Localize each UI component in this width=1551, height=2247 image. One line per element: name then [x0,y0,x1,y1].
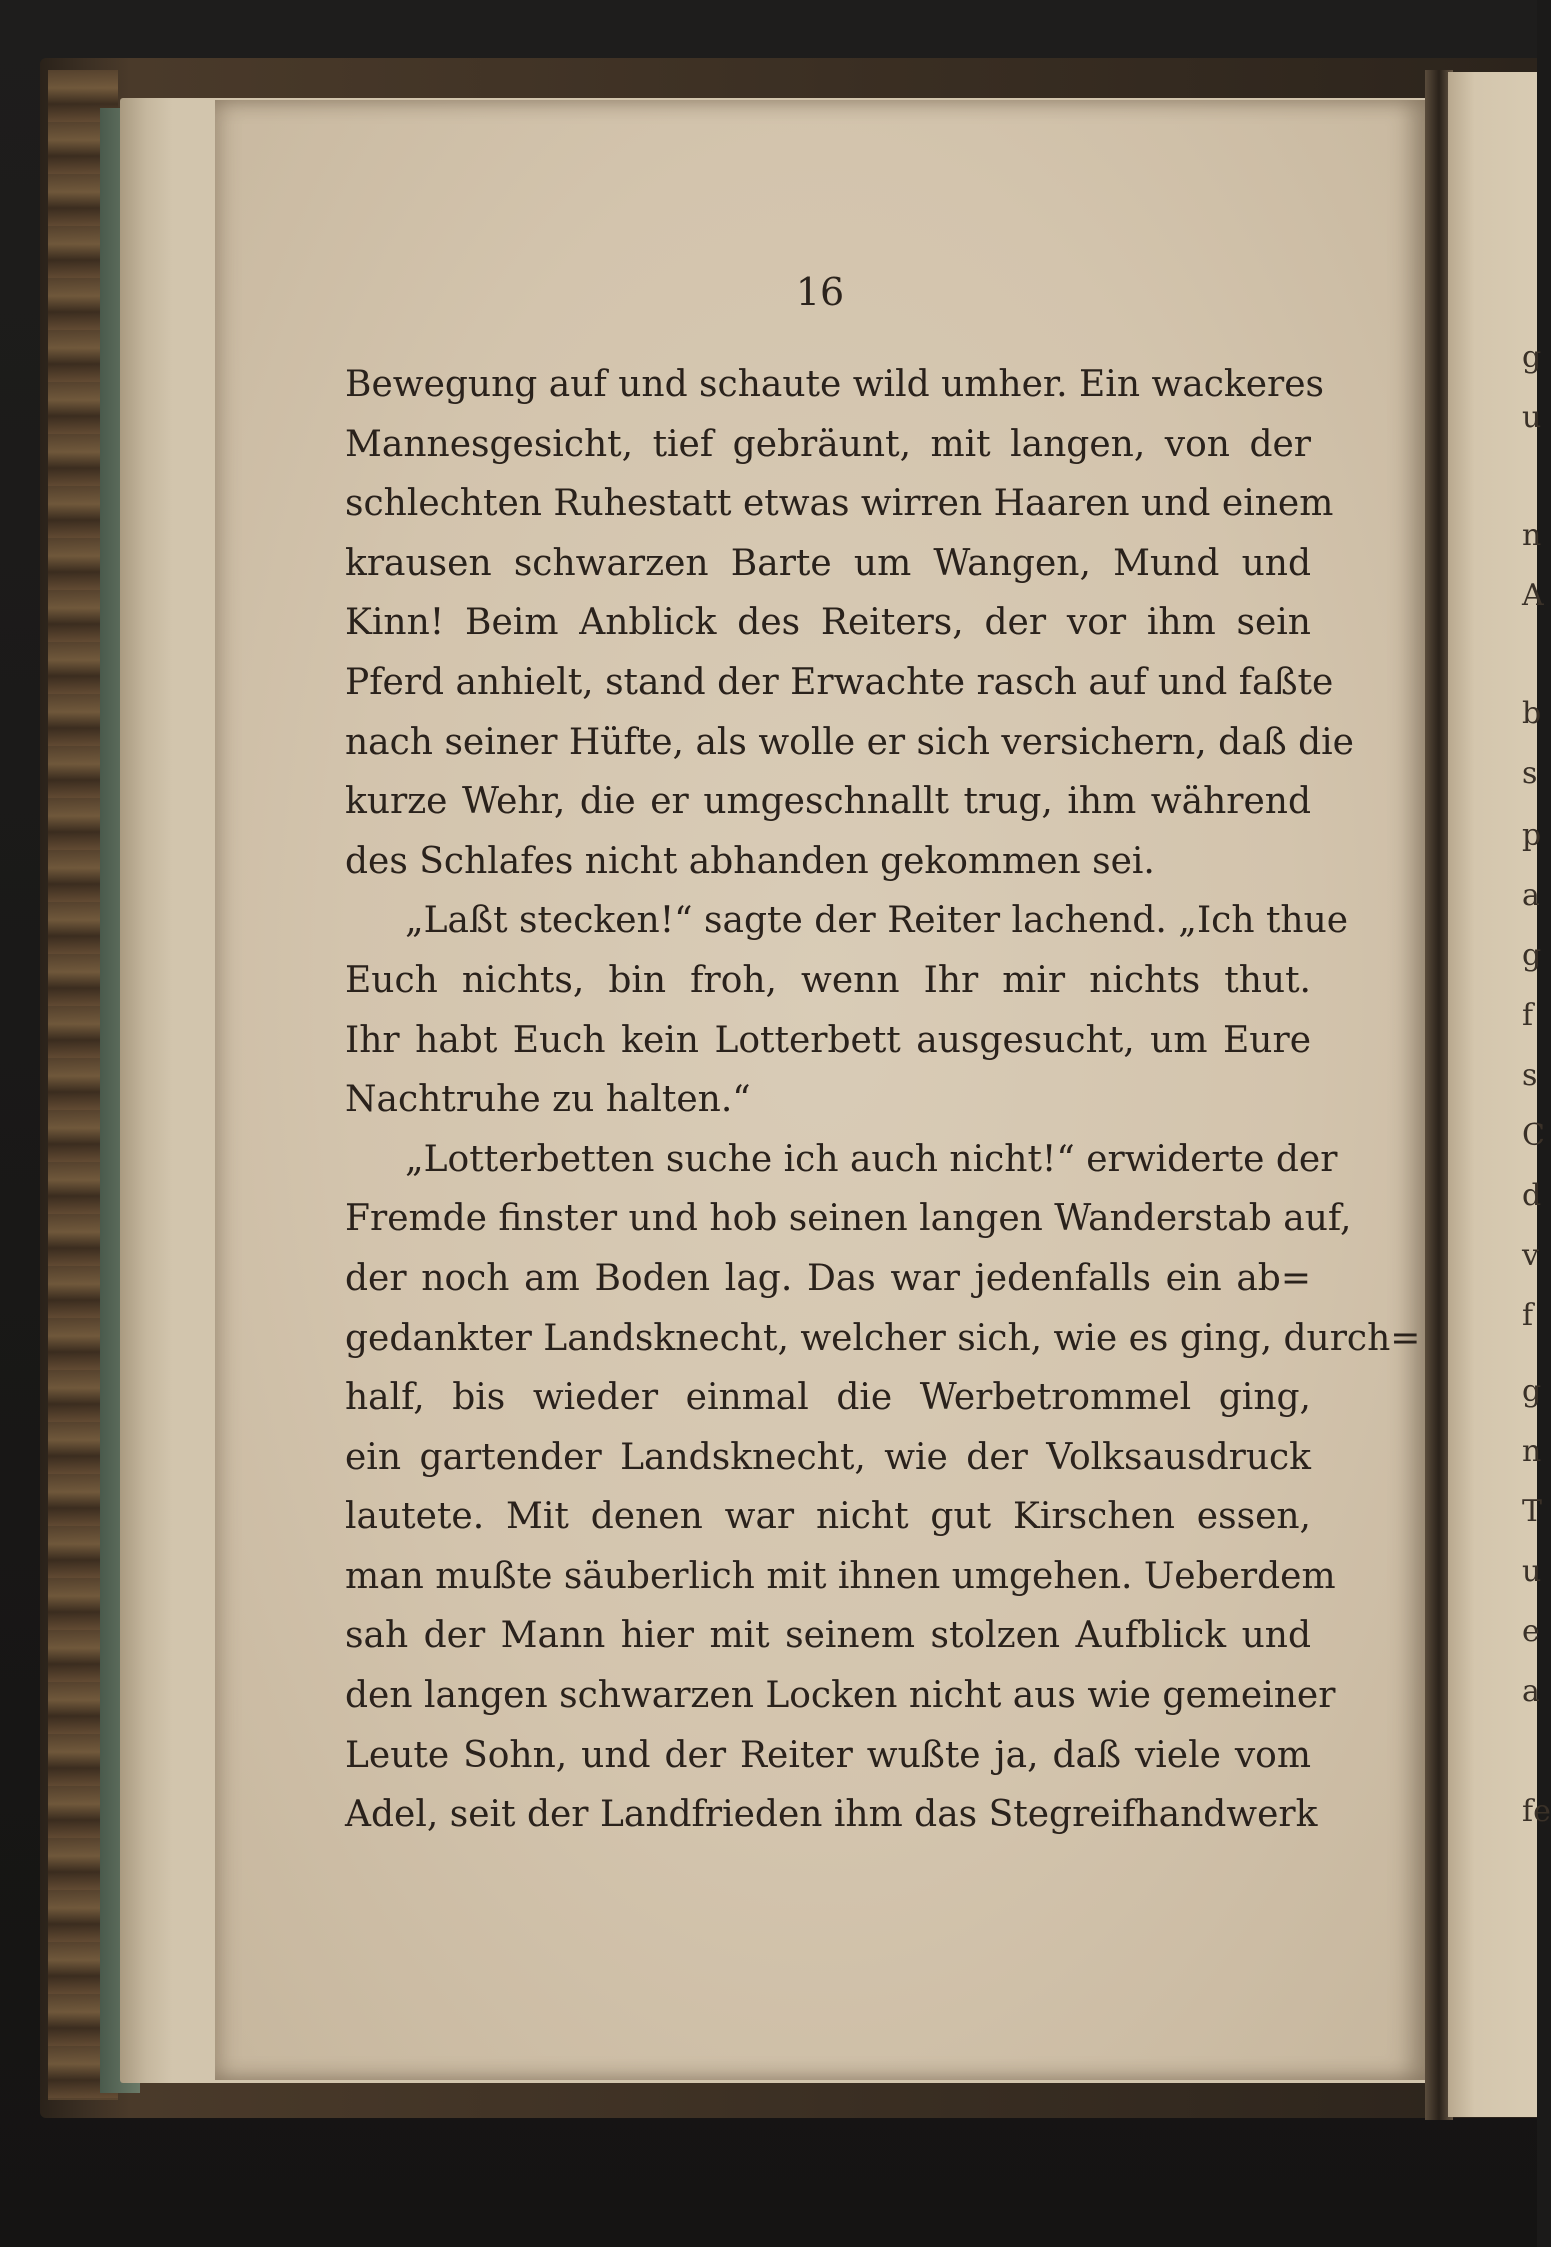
facing-page-glyph: d [1522,1178,1542,1213]
text-line: half, bis wieder einmal die Werbetrommel ging, [345,1377,1311,1419]
facing-page-glyph: g [1522,1374,1542,1409]
page-text [345,355,1421,1845]
text-line: der noch am Boden lag. Das war jedenfalls ein ab= [345,1257,1311,1299]
text-line: Bewegung auf und schaute wild umher. Ein wackeres [345,364,1324,405]
text-line: Ihr habt Euch kein Lotterbett ausgesucht, um Eure [345,1019,1311,1061]
text-line: Leute Sohn, und der Reiter wußte ja, daß viele vom [345,1734,1311,1776]
facing-page-glyph: n [1522,1434,1542,1469]
facing-page-glyph: a [1522,1674,1540,1709]
facing-page-glyph: v [1522,1238,1539,1273]
text-line: kurze Wehr, die er umgeschnallt trug, ihm während [345,781,1311,823]
text-line: Mannesgesicht, tief gebräunt, mit langen, von der [345,423,1311,465]
text-line: lautete. Mit denen war nicht gut Kirschen essen, [345,1496,1311,1538]
page-number: 16 [795,270,845,314]
text-line: Adel, seit der Landfrieden ihm das Stegreifhandwerk [345,1794,1318,1836]
facing-page-glyph: s [1522,1058,1538,1093]
facing-page-glyph: fe [1522,1794,1551,1829]
text-line: ein gartender Landsknecht, wie der Volksausdruck [345,1436,1311,1478]
facing-page-glyph: C [1522,1118,1545,1153]
text-line: sah der Mann hier mit seinem stolzen Aufblick und [345,1615,1311,1657]
facing-page-glyph: u [1522,1554,1542,1589]
facing-page-glyph: p [1522,818,1542,853]
text-line: den langen schwarzen Locken nicht aus wie gemeiner [345,1675,1336,1717]
text-line: Euch nichts, bin froh, wenn Ihr mir nichts thut. [345,959,1311,1001]
facing-page-glyph: g [1522,938,1542,973]
text-line: Kinn! Beim Anblick des Reiters, der vor ihm sein [345,602,1311,644]
facing-page-glyph: f [1522,998,1534,1033]
facing-page-glyph: f [1522,1298,1534,1333]
text-line: „Laßt stecken!“ sagte der Reiter lachend. „Ich thue [405,900,1349,942]
facing-page-glyph: a [1522,878,1540,913]
text-line: Pferd anhielt, stand der Erwachte rasch auf und faßte [345,661,1334,703]
text-line: krausen schwarzen Barte um Wangen, Mund und [345,542,1311,584]
text-line: man mußte säuberlich mit ihnen umgehen. Ueberdem [345,1555,1336,1597]
facing-page-glyph: A [1522,578,1544,613]
text-line: „Lotterbetten suche ich auch nicht!“ erwiderte der [405,1138,1338,1180]
text-line: Nachtruhe zu halten.“ [345,1079,751,1121]
facing-page-glyph: e [1522,1614,1540,1649]
facing-page-glyph: T [1522,1494,1543,1529]
text-line: Fremde finster und hob seinen langen Wanderstab auf, [345,1198,1352,1240]
text-line: des Schlafes nicht abhanden gekommen sei. [345,840,1155,882]
facing-page-glyph: u [1522,400,1542,435]
text-line: gedankter Landsknecht, welcher sich, wie es ging, durch= [345,1317,1421,1359]
facing-page-glyph: s [1522,756,1538,791]
facing-page-glyph: n [1522,518,1542,553]
facing-page-glyph: b [1522,696,1542,731]
facing-page-glyph: g [1522,340,1542,375]
text-line: schlechten Ruhestatt etwas wirren Haaren und einem [345,483,1334,525]
text-line: nach seiner Hüfte, als wolle er sich versichern, daß die [345,721,1354,763]
